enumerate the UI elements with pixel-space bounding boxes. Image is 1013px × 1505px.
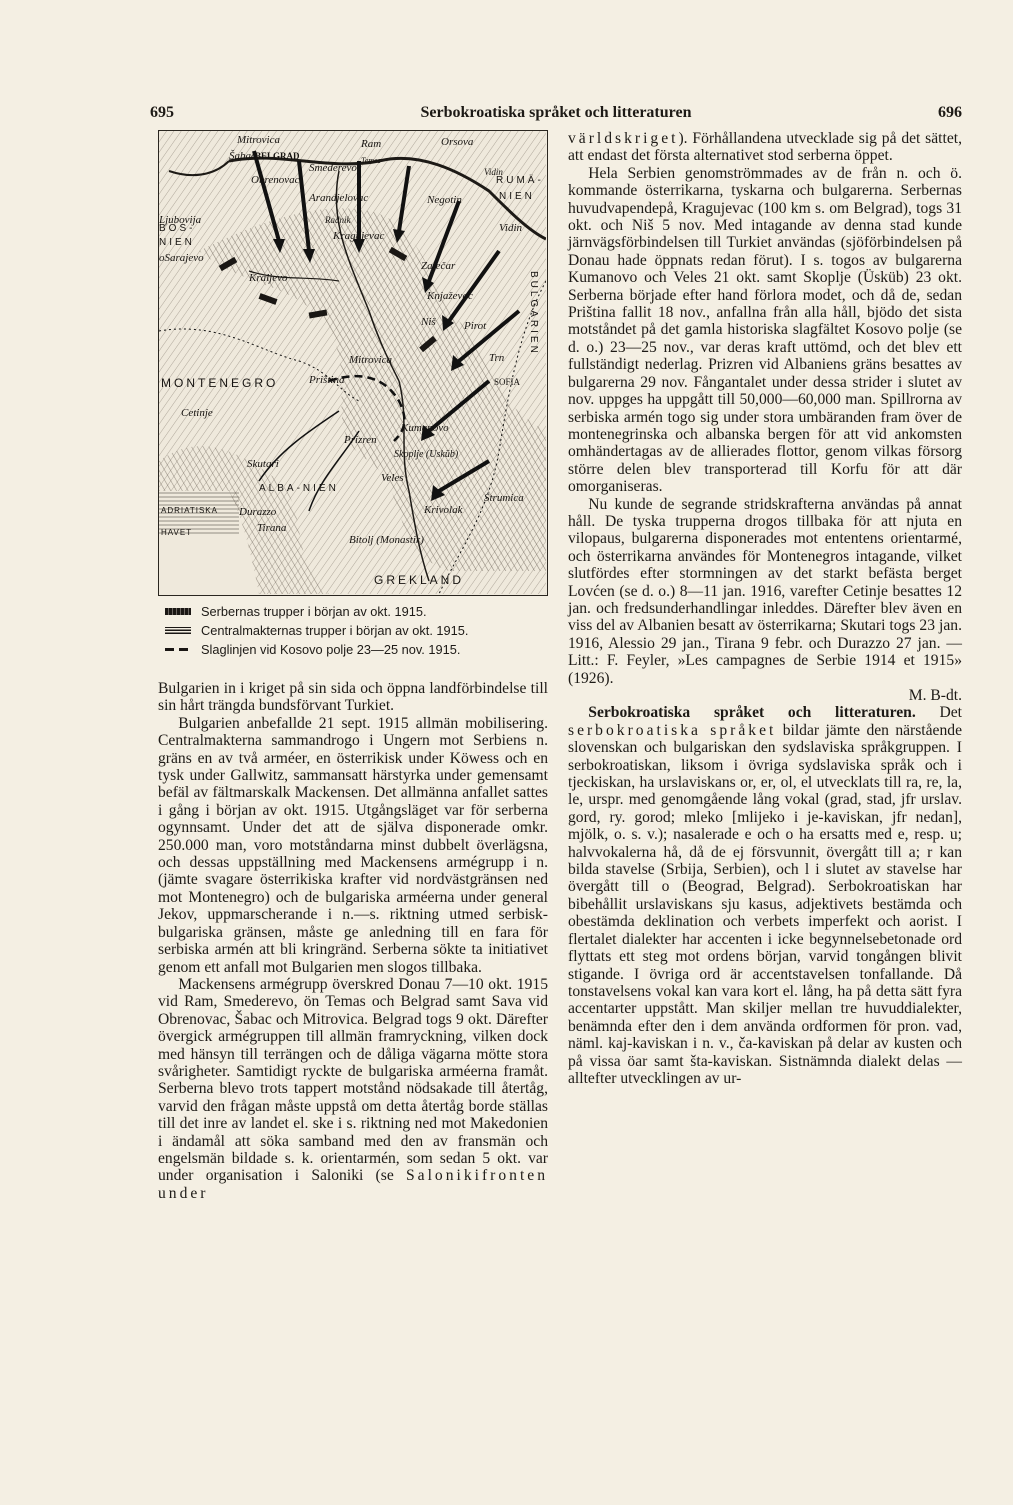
map-label-pirot: Pirot bbox=[464, 320, 487, 332]
right-column-text bbox=[568, 130, 962, 1087]
map-label-bulgarien: BULGARIEN bbox=[528, 271, 539, 356]
map-label-radnik: Radnik bbox=[325, 215, 351, 225]
map-label-nien-2: NIEN bbox=[159, 237, 195, 248]
paragraph-text: Mackensens armégrupp överskred Donau 7—10 okt. 1915 vid Ram, Smederevo, ön Temas och Belgrad samt Sava vid Obrenovac, Šabac och Mitrovica. Belgrad togs 9 okt. Därefter övergick armégruppen till allmän framryckning, vilken dock med hänsyn till terrängen och de dåliga vägarna mötte stora svårigheter. Samtidigt ryckte de bulgariska arméerna framåt. Serberna blevo trots tappert motstånd nödsakade till återtåg, varvid den frågan måste uppstå om detta återtåg borde ställas till det inre av landet el. ske i s. riktning ned mot Makedonien i ändamål att söka samband med den av fransmän och engelsmän bildade s. k. orientarmén, som sedan 5 okt. var under organisation i Saloniki (se bbox=[158, 975, 548, 1185]
paragraph: Hela Serbien genomströmmades av de från n. och ö. kommande österrikarna, tyskarna och bulgarerna. Serbernas huvudvapendepå, Kragujevac (100 km s. om Belgrad), togs 31 okt. och Niš 5 nov. Med intagande av denna stad kunde järnvägsförbindelsen till Turkiet användas (sjöförbindelsen på Donau hade öppnats redan förut). I s. togos av bulgarerna Kumanovo och Veles 21 okt. samt Skoplje (Üsküb) 23 okt. Serberna började efter hand förlora modet, och då de, sedan Priština fallit 18 nov., anfallna från alla håll, bjödo det sista motståndet på det gamla historiska slagfältet Kosovo polje (se d. o.) 23—25 nov., var deras kraft uttömd, och det blev ett fullständigt nederlag. Prizren vid Albaniens gräns besattes av bulgarerna 29 nov. Fångantalet under dessa strider i slutet av nov. uppges ha uppgått till 50,000—60,000 man. Spillrorna av serbiska armén togo sig under stora umbäranden fram över de montenegrinska och albanska bergen för att vid ankomsten omhändertagas av de allierades flottor, genom vilkas försorg större delen blev transporterad till Korfu för att där omorganiseras. bbox=[568, 164, 962, 496]
paragraph bbox=[568, 130, 962, 165]
map-label-montenegro: MONTENEGRO bbox=[161, 376, 279, 390]
map-label-nien: NIEN bbox=[499, 191, 535, 202]
map-label-albanien: ALBA-NIEN bbox=[259, 483, 339, 494]
page-number-right: 696 bbox=[938, 104, 962, 121]
map-label-adriatiska: ADRIATISKA bbox=[161, 506, 218, 515]
map-label-strumica: Strumica bbox=[484, 492, 524, 504]
central-powers-swatch bbox=[165, 627, 191, 634]
map-label-mitrovica-2: Mitrovica bbox=[349, 354, 392, 366]
map-label-bitolj: Bitolj (Monastir) bbox=[349, 534, 424, 546]
map-label-belgrad: BELGRAD bbox=[255, 151, 300, 161]
map-label-grekland: GREKLAND bbox=[374, 573, 465, 587]
map-label-kraljevo: Kraljevo bbox=[249, 272, 288, 284]
map-label-temes: Temes bbox=[361, 156, 381, 165]
page-header bbox=[150, 104, 962, 128]
map-label-sabac: Šabac bbox=[229, 150, 256, 162]
map-label-bos: BOS- bbox=[159, 223, 196, 234]
section-paragraph bbox=[568, 704, 962, 1087]
cross-reference: Salonikifronten under bbox=[158, 1167, 548, 1202]
paragraph-text: Det bbox=[939, 704, 962, 722]
paragraph: Bulgarien in i kriget på sin sida och öppna landförbindelse till sin hårt trängda bundsförvant Turkiet. bbox=[158, 680, 548, 715]
legend-row bbox=[165, 640, 545, 659]
map-legend bbox=[165, 602, 545, 659]
map-label-pristina: Priština bbox=[309, 374, 345, 386]
map-label-prizren: Prizren bbox=[344, 434, 377, 446]
map-figure bbox=[159, 131, 546, 594]
spaced-term: serbokroatiska språket bbox=[568, 721, 777, 739]
paragraph: Bulgarien anbefallde 21 sept. 1915 allmän mobilisering. Centralmakterna sammandrogo i Ungern mot Serbiens n. gräns en av två arméer, en österrikisk under Köwess och en tysk under Gallwitz, sammansatt härstyrka under gemensamt befäl av fältmarskalk Mackensen. Det allmänna anfallet sattes i gång i början av okt. 1915. Utgångsläget var för serberna ogynnsamt. Under det att de själva disponerade omkr. 250.000 man, voro motståndarna minst dubbelt överlägsna, och dessas uppställning med Mackensens armégrupp i n. (jämte svagare österrikiska krafter vid nordvästgränsen ned mot Montenegro) och de bulgariska arméerna under general Jekov, uppmarscherande i n.—s. riktning utmed serbisk-bulgariska gränsen, måste ge anledning till en fara för serbiska armén att bli kringränd. Serberna sökte ta initiativet genom ett anfall mot Bulgarien men slogos tillbaka. bbox=[158, 714, 548, 976]
battle-line-swatch bbox=[165, 648, 191, 651]
left-column-text bbox=[158, 680, 548, 1202]
map-label-sarajevo: oSarajevo bbox=[159, 252, 204, 264]
map-label-negotin: Negotin bbox=[427, 194, 462, 206]
map-label-mitrovica: Mitrovica bbox=[237, 134, 280, 146]
section-heading: Serbokroatiska språket och litteraturen. bbox=[588, 704, 916, 722]
paragraph-text: ). Förhållandena utvecklade sig på det sättet, att endast det första alternativet stod serberna öppet. bbox=[568, 130, 962, 165]
legend-row bbox=[165, 602, 545, 621]
legend-text: Serbernas trupper i början av okt. 1915. bbox=[201, 604, 427, 619]
serbian-troops-swatch bbox=[165, 608, 191, 615]
map-label-orsova: Orsova bbox=[441, 136, 474, 148]
map-label-sofia: SOFIA bbox=[494, 377, 521, 387]
page-number-left: 695 bbox=[150, 104, 174, 121]
author-signature: M. B-dt. bbox=[908, 687, 962, 704]
map-label-skoplje: Skoplje (Usküb) bbox=[394, 449, 459, 460]
map-label-havet: HAVET bbox=[161, 528, 193, 537]
map-label-trn: Trn bbox=[489, 352, 505, 364]
map-label-ljubovija: Ljubovija bbox=[159, 214, 202, 226]
map-label-smederevo: Smederevo bbox=[309, 162, 357, 174]
running-title: Serbokroatiska språket och litteraturen bbox=[420, 104, 692, 121]
map-label-kragujevac: Kragujevac bbox=[333, 230, 385, 242]
map-label-krivolak: Krivolak bbox=[424, 504, 463, 516]
map-label-knjazevac: Knjaževac bbox=[427, 290, 473, 302]
map-label-veles: Veles bbox=[381, 472, 404, 484]
map-label-vidin: Vidin bbox=[484, 167, 503, 177]
map-label-obrenovac: Obrenovac bbox=[251, 174, 300, 186]
map-label-ruma: RUMÄ- bbox=[496, 175, 544, 186]
paragraph-text: bildar jämte den närstående slovenskan och bulgariskan den sydslaviska språkgruppen. I serbokroatiskan, liksom i övriga sydslaviska språk och i tjeckiskan, ha urslaviskans or, er, ol, el utvecklats till ra, re, la, le, urspr. med genomgående lång vokal (grad, stad, jfr urslav. gord, ry. gorod; mleko [mlijeko i je-kaviskan, jfr nedan], mjölk, o. s. v.); nasalerade e och o ha ersatts med e, resp. u; halvvokalerna hå, då de ej försvunnit, övergått till a; r kan bilda stavelse (Srbija, Serbien), och l i slutet av stavelse har övergått till o (Beograd, Belgrad). Serbokroatiskan har bibehållit urslaviskans sju kasus, adjektivets bestämda och obestämda deklination och verbets imperfekt och aorist. I flertalet dialekter har accenten i icke begynnelsebetonade ord flyttats ett steg mot ordens början, varvid tongången blivit stigande. I övriga ord är accentstavelsen tonfallande. Då tonstavelsens vokal kan vara kort el. lång, ha på detta sätt fyra accentarter uppstått. Man skiljer mellan tre huvuddialekter, benämnda efter den i dem använda ordformen för pron. vad, näml. kaj-kaviskan i n. v., ča-kaviskan på delar av kusten och på vissa öar samt šta-kaviskan. Sistnämnda dialekt delas — alltefter utvecklingen av ur- bbox=[568, 721, 962, 1087]
legend-row bbox=[165, 621, 545, 640]
campaign-map bbox=[158, 130, 548, 596]
paragraph: Nu kunde de segrande stridskrafterna användas på annat håll. De tyska trupperna drogos tillbaka för att njuta en vilopaus, bulgarerna disponerades mot ententens orientarmé, och österrikarna användes för Montenegros intagande, vilket slutfördes efter stormningen av det starkt befästa berget Lovćen (se d. o.) 8—11 jan. 1916, varefter Cetinje besattes 12 jan. och fredsunderhandlingar inleddes. Därefter blev även en viss del av Albanien besatt av österrikarna; Skutari togs 23 jan. 1916, Alessio 29 jan., Tirana 9 febr. och Durazzo 27 jan. — Litt.: F. Feyler, »Les campagnes de Serbie 1914 et 1915» (1926). bbox=[568, 495, 962, 687]
map-label-tirana: Tirana bbox=[257, 522, 287, 534]
legend-text: Slaglinjen vid Kosovo polje 23—25 nov. 1915. bbox=[201, 642, 461, 657]
map-label-durazzo: Durazzo bbox=[239, 506, 277, 518]
legend-text: Centralmakternas trupper i början av okt. 1915. bbox=[201, 623, 469, 638]
map-label-vidin-b: Vidin bbox=[499, 222, 523, 234]
map-label-arandjelovac: Arandjelovac bbox=[309, 192, 369, 204]
map-label-nis: Niš bbox=[421, 316, 436, 328]
spaced-term: världskriget bbox=[568, 130, 679, 147]
map-label-ram: Ram bbox=[361, 138, 382, 150]
map-label-kumanovo: Kumanovo bbox=[401, 422, 449, 434]
paragraph bbox=[158, 976, 548, 1202]
map-label-zajecar: Zaječar bbox=[421, 260, 456, 272]
map-label-cetinje: Cetinje bbox=[181, 407, 213, 419]
map-label-skutari: Skutari bbox=[247, 458, 279, 470]
